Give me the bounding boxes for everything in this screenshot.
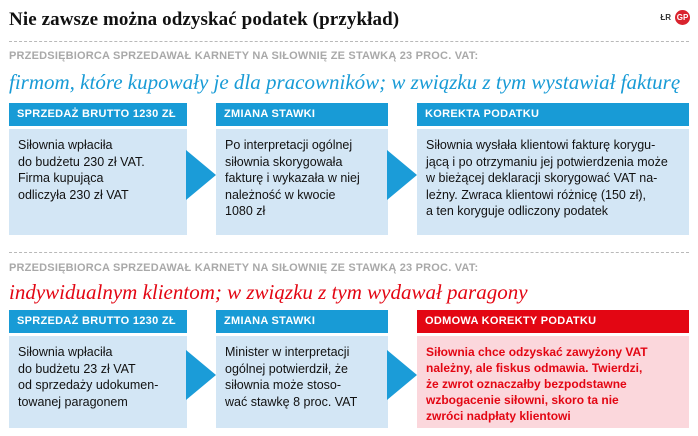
section2-headline: indywidualnym klientom; w związku z tym wydawał paragony [9, 280, 528, 304]
box-title: ZMIANA STAWKI [216, 310, 388, 333]
section2-box-correction-refused [417, 310, 689, 428]
box-line: ogólnej potwierdził, że [225, 361, 348, 376]
section1-headline: firmom, które kupowały je dla pracowników; w związku z tym wystawiał fakturę [9, 70, 681, 94]
section2-box-rate-change [216, 310, 388, 428]
box-line: należny, ale fiskus odmawia. Twierdzi, [426, 361, 643, 375]
box-line: Siłownia wysłała klientowi fakturę korygu- [426, 138, 656, 152]
section1-box-sale [9, 103, 187, 235]
box-line: odliczyła 230 zł VAT [18, 187, 129, 202]
box-line: zwróci nadpłaty klientowi [426, 409, 571, 423]
top-divider [9, 41, 689, 42]
arrow-right-icon [387, 150, 417, 200]
box-line: do budżetu 230 zł VAT. [18, 154, 145, 169]
box-line: należność w kwocie [225, 187, 336, 202]
box-line: a ten koryguje odliczony podatek [426, 204, 609, 218]
box-line: Minister w interpretacji [225, 345, 350, 359]
section-divider [9, 252, 689, 253]
box-line: wzbogacenie siłowni, skoro ta nie [426, 393, 619, 407]
box-body [216, 129, 388, 235]
box-line: Siłownia wpłaciła [18, 138, 113, 152]
box-title: SPRZEDAŻ BRUTTO 1230 ZŁ [9, 103, 187, 126]
box-line: towanej paragonem [18, 394, 128, 409]
box-line: że zwrot oznaczałby bezpodstawne [426, 377, 627, 391]
box-line: wać stawkę 8 proc. VAT [225, 394, 358, 409]
box-line: od sprzedaży udokumen- [18, 378, 159, 392]
page-title: Nie zawsze można odzyskać podatek (przykład) [9, 9, 400, 30]
box-line: Siłownia chce odzyskać zawyżony VAT [426, 345, 648, 359]
box-line: do budżetu 23 zł VAT [18, 361, 136, 376]
box-line: siłownia może stoso- [225, 378, 342, 392]
box-body [216, 336, 388, 428]
box-line: Po interpretacji ogólnej [225, 138, 353, 152]
credits [660, 10, 690, 25]
author-initials: ŁR [660, 13, 671, 22]
arrow-right-icon [186, 150, 216, 200]
box-title: ZMIANA STAWKI [216, 103, 388, 126]
box-title: ODMOWA KOREKTY PODATKU [417, 310, 689, 333]
publisher-logo-icon: GP [675, 10, 690, 25]
box-title: KOREKTA PODATKU [417, 103, 689, 126]
box-title: SPRZEDAŻ BRUTTO 1230 ZŁ [9, 310, 187, 333]
box-line: Firma kupująca [18, 171, 104, 185]
section1-box-tax-correction [417, 103, 689, 235]
box-body [417, 129, 689, 235]
box-line: Siłownia wpłaciła [18, 345, 113, 359]
box-body [9, 336, 187, 428]
section1-box-rate-change [216, 103, 388, 235]
box-line: jącą i po otrzymaniu jej potwierdzenia może [426, 154, 668, 169]
box-body [417, 336, 689, 428]
box-line: leżny. Zwraca klientowi różnicę (150 zł), [426, 187, 646, 202]
section2-box-sale [9, 310, 187, 428]
section1-caption: PRZEDSIĘBIORCA SPRZEDAWAŁ KARNETY NA SIŁOWNIĘ ZE STAWKĄ 23 PROC. VAT: [9, 50, 479, 62]
box-line: w bieżącej deklaracji skorygować VAT na- [426, 171, 658, 185]
box-line: 1080 zł [225, 204, 266, 218]
arrow-right-icon [387, 350, 417, 400]
box-line: fakturę i wykazała w niej [225, 171, 360, 185]
section2-caption: PRZEDSIĘBIORCA SPRZEDAWAŁ KARNETY NA SIŁOWNIĘ ZE STAWKĄ 23 PROC. VAT: [9, 262, 479, 274]
arrow-right-icon [186, 350, 216, 400]
box-line: siłownia skorygowała [225, 154, 343, 169]
box-body [9, 129, 187, 235]
